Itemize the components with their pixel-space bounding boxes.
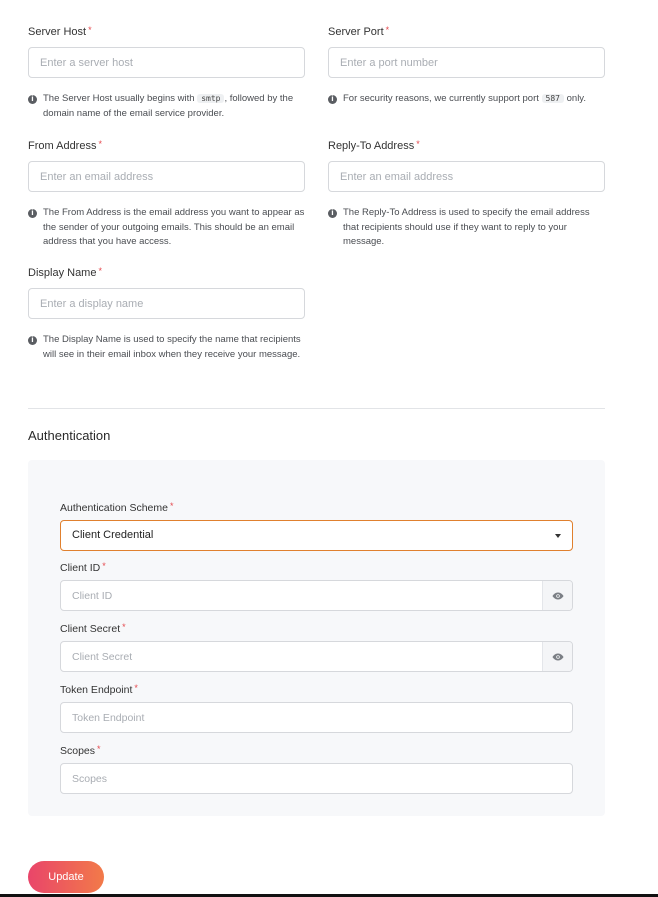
- info-icon: i: [328, 95, 337, 104]
- server-host-input[interactable]: [28, 47, 305, 78]
- reply-to-address-help-text: The Reply-To Address is used to specify the email address that recipients should use if they want to reply to your message.: [343, 207, 590, 247]
- required-mark: *: [385, 25, 390, 35]
- from-address-help-text: The From Address is the email address you want to appear as the sender of your outgoing emails. This should be an email address that you have access.: [43, 207, 305, 247]
- client-secret-visibility-toggle[interactable]: [542, 642, 572, 671]
- required-mark: *: [88, 25, 92, 35]
- scopes-label: Scopes *: [60, 744, 101, 757]
- authentication-scheme-select[interactable]: [60, 520, 573, 551]
- server-port-label: Server Port *: [328, 25, 390, 38]
- from-address-field: [28, 139, 305, 250]
- client-id-wrap: [60, 580, 573, 611]
- eye-icon: [552, 592, 564, 600]
- reply-to-address-help: [328, 206, 605, 250]
- from-address-label: From Address *: [28, 139, 102, 152]
- update-button[interactable]: Update: [28, 861, 104, 893]
- server-port-field: [328, 25, 605, 107]
- smtp-code: smtp: [197, 94, 224, 103]
- client-secret-label: Client Secret *: [60, 622, 126, 635]
- scopes-field: [60, 744, 573, 794]
- reply-to-address-label: Reply-To Address *: [328, 139, 420, 152]
- authentication-title: Authentication: [28, 428, 111, 443]
- reply-to-address-field: [328, 139, 605, 250]
- display-name-help: [28, 333, 305, 362]
- required-mark: *: [416, 139, 420, 149]
- required-mark: *: [98, 266, 102, 276]
- section-divider: [28, 408, 605, 409]
- server-host-label: Server Host *: [28, 25, 92, 38]
- token-endpoint-field: [60, 683, 573, 733]
- server-host-help: [28, 92, 305, 121]
- client-id-field: [60, 561, 573, 611]
- info-icon: i: [28, 336, 37, 345]
- server-host-help-text: The Server Host usually begins with smtp , followed by the domain name of the email service provider.: [43, 93, 294, 119]
- info-icon: i: [28, 95, 37, 104]
- display-name-label: Display Name *: [28, 266, 102, 279]
- server-port-input[interactable]: [328, 47, 605, 78]
- from-address-input[interactable]: [28, 161, 305, 192]
- eye-icon: [552, 653, 564, 661]
- scopes-input[interactable]: [60, 763, 573, 794]
- info-icon: i: [328, 209, 337, 218]
- info-icon: i: [28, 209, 37, 218]
- chevron-down-icon: [555, 534, 561, 538]
- client-id-input[interactable]: [60, 580, 573, 611]
- port-code: 587: [542, 94, 564, 103]
- required-mark: *: [97, 744, 101, 754]
- client-secret-wrap: [60, 641, 573, 672]
- server-port-help-text: For security reasons, we currently support port 587 only.: [343, 93, 586, 104]
- authentication-scheme-value: Client Credential: [72, 529, 154, 541]
- display-name-help-text: The Display Name is used to specify the name that recipients will see in their email inbox when they receive your message.: [43, 334, 301, 360]
- from-address-help: [28, 206, 305, 250]
- authentication-panel: [28, 460, 605, 816]
- client-id-label: Client ID *: [60, 561, 106, 574]
- required-mark: *: [134, 683, 138, 693]
- required-mark: *: [102, 561, 106, 571]
- client-secret-field: [60, 622, 573, 672]
- required-mark: *: [169, 501, 174, 511]
- reply-to-address-input[interactable]: [328, 161, 605, 192]
- server-host-field: [28, 25, 305, 121]
- display-name-field: [28, 266, 305, 362]
- required-mark: *: [122, 622, 126, 632]
- token-endpoint-label: Token Endpoint *: [60, 683, 138, 696]
- server-port-help: [328, 92, 605, 107]
- token-endpoint-input[interactable]: [60, 702, 573, 733]
- required-mark: *: [98, 139, 102, 149]
- display-name-input[interactable]: [28, 288, 305, 319]
- authentication-scheme-field: [60, 501, 573, 551]
- client-secret-input[interactable]: [60, 641, 573, 672]
- authentication-scheme-label: Authentication Scheme *: [60, 501, 174, 514]
- client-id-visibility-toggle[interactable]: [542, 581, 572, 610]
